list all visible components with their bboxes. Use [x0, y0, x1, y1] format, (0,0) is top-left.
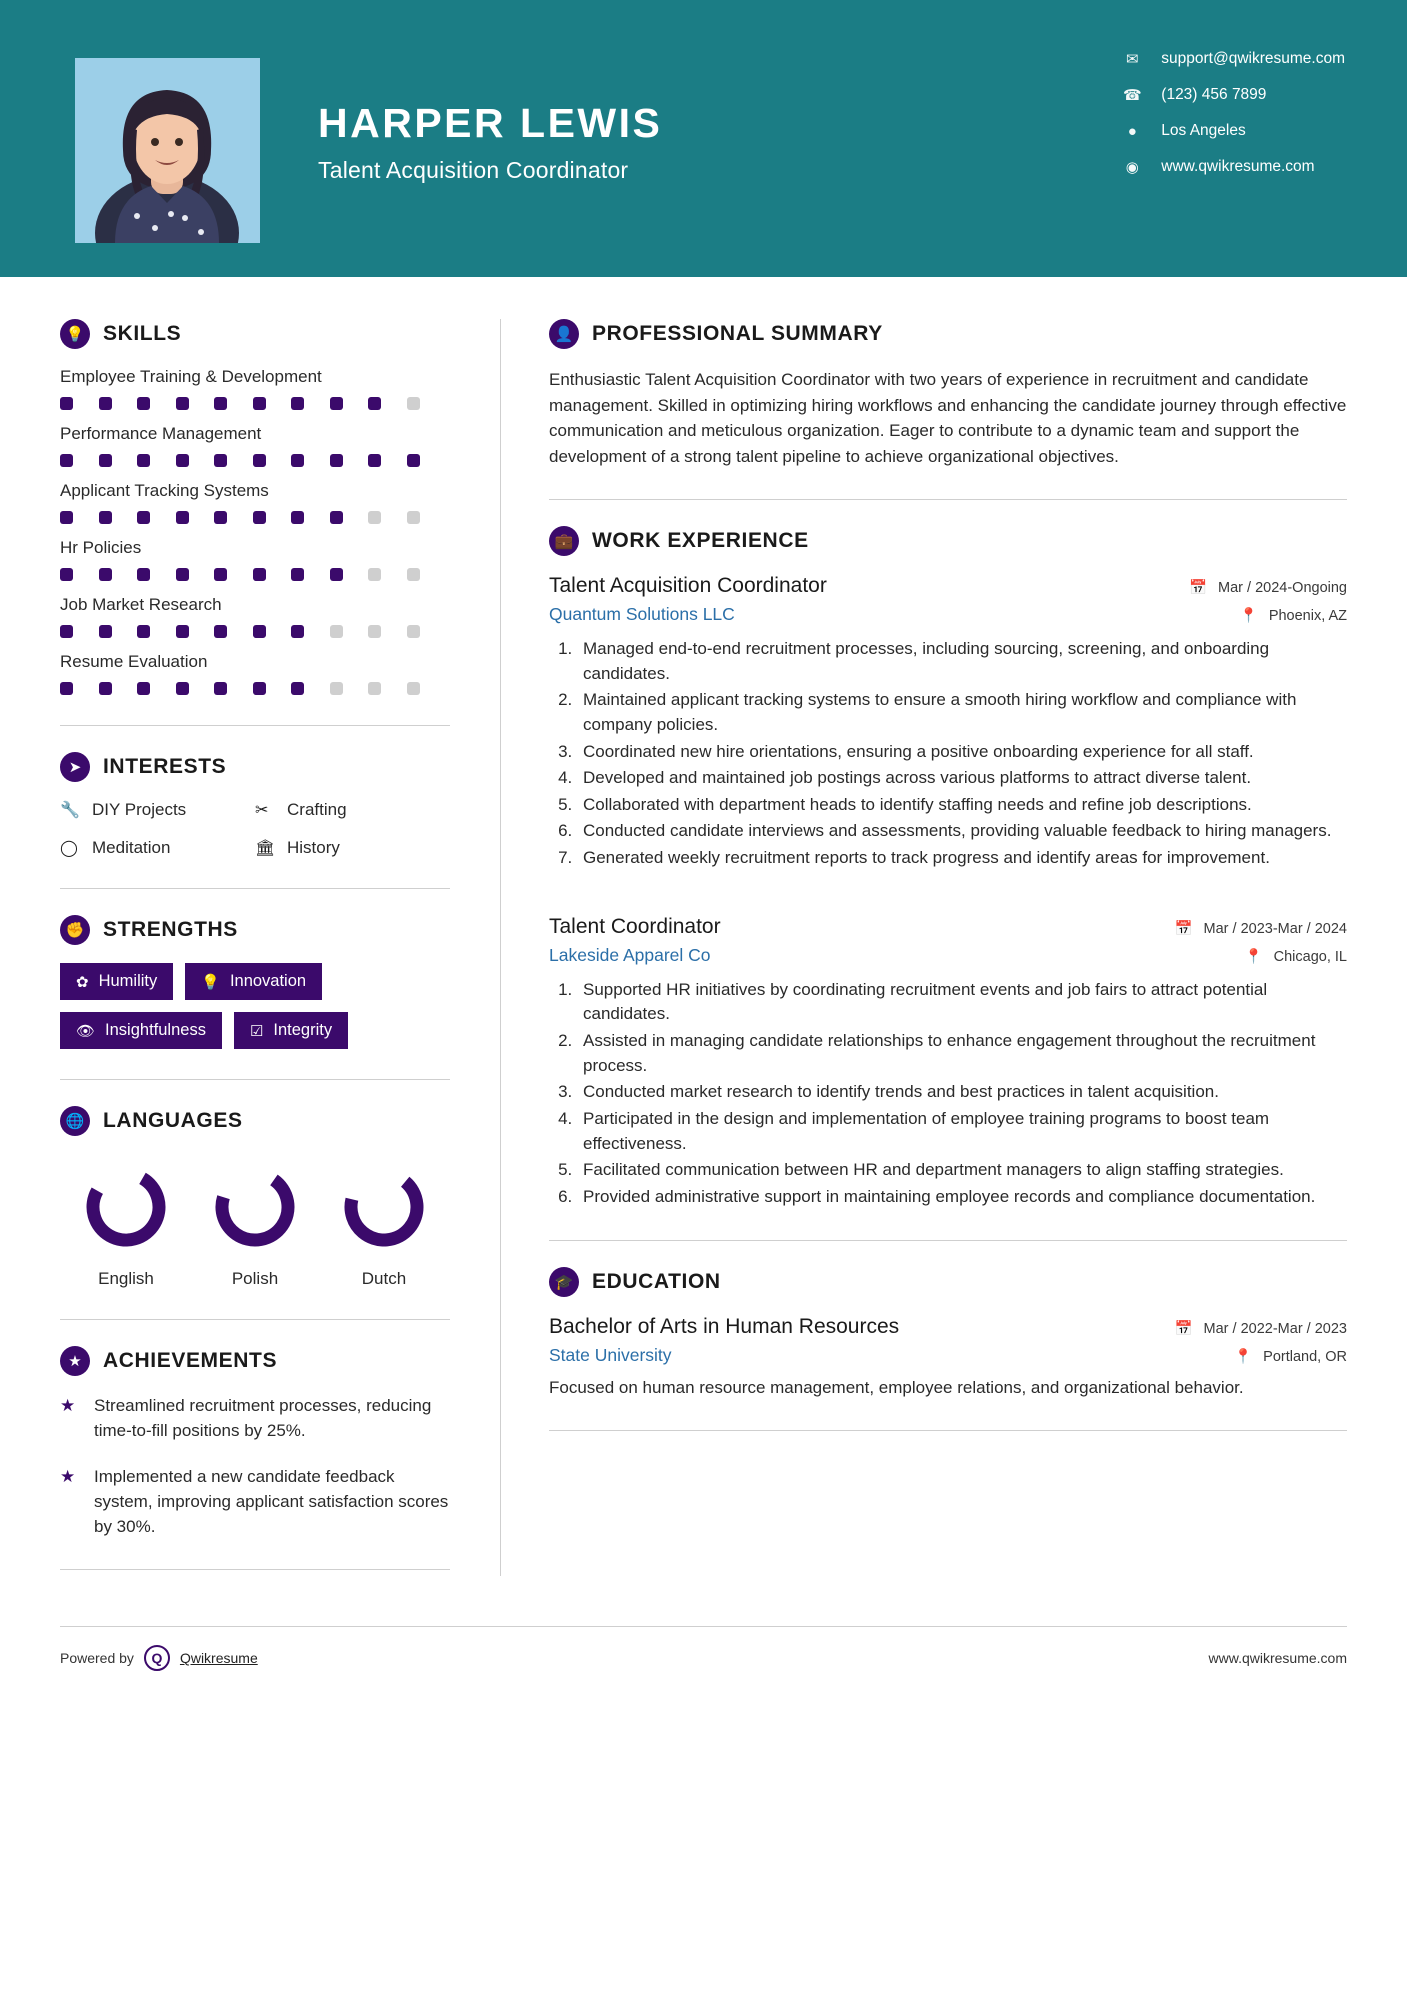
summary-title: PROFESSIONAL SUMMARY — [592, 322, 883, 345]
briefcase-icon: 💼 — [549, 526, 579, 556]
strength-chip — [60, 963, 173, 1000]
brand-link[interactable]: Qwikresume — [179, 1650, 258, 1667]
strength-chip — [185, 963, 322, 1000]
strengths-title: STRENGTHS — [103, 918, 238, 941]
strength-chip — [60, 1012, 222, 1049]
person-icon: 👤 — [549, 319, 579, 349]
divider — [60, 1079, 450, 1080]
education-date-text: Mar / 2022-Mar / 2023 — [1203, 1320, 1347, 1337]
divider — [60, 888, 450, 889]
calendar-icon: 📅 — [1188, 580, 1207, 596]
job-bullets — [577, 637, 1347, 871]
job-title: Talent Coordinator — [549, 914, 721, 938]
right-column — [501, 277, 1347, 1596]
eye-icon: 👁 — [76, 1022, 96, 1040]
languages-title: LANGUAGES — [103, 1109, 243, 1132]
job-location — [1245, 948, 1347, 965]
interest-label: Meditation — [92, 838, 171, 857]
interests-list — [60, 800, 450, 858]
skill-rating — [60, 397, 450, 410]
language-label: English — [98, 1269, 154, 1288]
interest-item — [255, 800, 450, 820]
job-bullet: 3. Conducted market research to identify trends and best practices in talent acquisition. — [577, 1080, 1347, 1105]
globe-icon: ◉ — [1125, 159, 1139, 176]
strength-label: Insightfulness — [105, 1021, 206, 1039]
achievement-text: Streamlined recruitment processes, reducing time-to-fill positions by 25%. — [94, 1396, 432, 1440]
candidate-name: HARPER LEWIS — [318, 100, 663, 146]
language-gauge — [339, 1162, 429, 1252]
contact-phone[interactable] — [1119, 86, 1345, 104]
summary-text: Enthusiastic Talent Acquisition Coordinator with two years of experience in recruitment and candidate management. Skilled in optimizing hiring workflows and enhancing the candidate journey through effective communication and meticulous organization. Eager to contribute to a dynamic team and support the development of a strong talent pipeline to achieve organizational objectives. — [549, 370, 1347, 466]
star-badge-icon: ★ — [60, 1346, 90, 1376]
contact-location-text: Los Angeles — [1161, 122, 1246, 139]
education-section-header — [549, 1267, 1347, 1297]
job-location-text: Chicago, IL — [1273, 948, 1347, 965]
job-date — [1189, 579, 1347, 596]
mail-icon: ✉ — [1125, 51, 1139, 68]
avatar-illustration — [75, 58, 260, 243]
achievement-text: Implemented a new candidate feedback system, improving applicant satisfaction scores by 30%. — [94, 1467, 449, 1536]
divider — [60, 1569, 450, 1570]
candidate-role: Talent Acquisition Coordinator — [318, 157, 629, 183]
avatar — [75, 58, 260, 243]
experience-item — [549, 574, 1347, 871]
language-item — [324, 1162, 444, 1289]
job-bullet: 6. Conducted candidate interviews and assessments, providing valuable feedback to hiring managers. — [577, 819, 1347, 844]
job-bullets — [577, 978, 1347, 1210]
bulb-icon: 💡 — [201, 973, 220, 991]
divider — [549, 499, 1347, 500]
skill-rating — [60, 625, 450, 638]
strength-label: Innovation — [229, 972, 307, 990]
contact-phone-text: (123) 456 7899 — [1161, 86, 1267, 103]
divider — [60, 1319, 450, 1320]
job-date-text: Mar / 2024-Ongoing — [1218, 580, 1347, 596]
interest-label: DIY Projects — [92, 800, 187, 819]
strengths-list — [60, 963, 450, 1049]
job-bullet: 2. Maintained applicant tracking systems to ensure a smooth hiring workflow and compliance with company policies. — [577, 688, 1347, 737]
skills-section-header — [60, 319, 450, 349]
job-date-text: Mar / 2023-Mar / 2024 — [1203, 920, 1347, 937]
leaf-icon: ✿ — [76, 973, 89, 991]
name-block — [318, 100, 662, 184]
calendar-icon: 📅 — [1174, 920, 1193, 937]
check-square-icon: ☑ — [249, 1022, 264, 1040]
fist-icon: ✊ — [60, 915, 90, 945]
languages-section-header — [60, 1106, 450, 1136]
resume-body — [0, 277, 1407, 1596]
bank-icon: 🏛 — [255, 840, 276, 857]
job-bullet: 6. Provided administrative support in maintaining employee records and compliance documentation. — [577, 1185, 1347, 1210]
education-location-text: Portland, OR — [1263, 1348, 1347, 1365]
contact-location — [1119, 122, 1345, 140]
qwikresume-logo-icon: Q — [144, 1645, 170, 1671]
degree-title: Bachelor of Arts in Human Resources — [549, 1314, 900, 1338]
powered-by — [60, 1645, 258, 1671]
location-icon: ● — [1127, 122, 1137, 140]
experience-item — [549, 915, 1347, 1210]
strength-label: Integrity — [273, 1021, 333, 1039]
calendar-icon: 📅 — [1174, 1320, 1193, 1337]
language-gauge — [81, 1162, 171, 1252]
job-location — [1240, 607, 1347, 624]
divider — [549, 1240, 1347, 1241]
experience-section-header — [549, 526, 1347, 556]
skill-label: Performance Management — [60, 424, 262, 443]
school-name[interactable]: State University — [549, 1344, 672, 1365]
achievements-title: ACHIEVEMENTS — [103, 1349, 278, 1372]
skills-list — [60, 367, 450, 695]
skill-rating — [60, 511, 450, 524]
scissors-icon: ✂ — [255, 802, 269, 819]
graduation-icon: 🎓 — [549, 1267, 579, 1297]
wrench-icon: 🔧 — [60, 802, 80, 819]
powered-by-label: Powered by — [60, 1650, 134, 1667]
footer-website[interactable]: www.qwikresume.com — [1208, 1650, 1347, 1667]
contact-email-text: support@qwikresume.com — [1161, 50, 1345, 67]
job-bullet: 5. Facilitated communication between HR and department managers to align staffing strategies. — [577, 1158, 1347, 1183]
contact-website-text: www.qwikresume.com — [1161, 158, 1315, 175]
languages-list — [60, 1154, 450, 1289]
skill-rating — [60, 568, 450, 581]
page-footer — [60, 1626, 1347, 1671]
location-pin-icon: 📍 — [1239, 608, 1258, 624]
job-bullet: 1. Managed end-to-end recruitment processes, including sourcing, screening, and onboarding candidates. — [577, 637, 1347, 686]
skill-rating — [60, 454, 450, 467]
divider — [60, 725, 450, 726]
achievement-item — [60, 1394, 450, 1443]
achievement-item — [60, 1465, 450, 1539]
language-item — [195, 1162, 315, 1289]
job-bullet: 2. Assisted in managing candidate relationships to enhance engagement throughout the recruitment process. — [577, 1029, 1347, 1078]
location-pin-icon: 📍 — [1244, 948, 1263, 965]
strengths-section-header — [60, 915, 450, 945]
education-date — [1174, 1320, 1347, 1337]
achievements-list — [60, 1394, 450, 1539]
contact-email[interactable] — [1119, 50, 1345, 68]
language-item — [66, 1162, 186, 1289]
lightbulb-icon: 💡 — [60, 319, 90, 349]
job-bullet: 7. Generated weekly recruitment reports to track progress and identify areas for improvement. — [577, 846, 1347, 871]
job-date — [1174, 920, 1347, 937]
job-company[interactable]: Lakeside Apparel Co — [549, 944, 711, 965]
language-label: Polish — [231, 1269, 279, 1288]
interest-item — [60, 838, 255, 858]
language-label: Dutch — [361, 1269, 407, 1288]
language-gauge — [210, 1162, 300, 1252]
paper-plane-icon: ➤ — [60, 752, 90, 782]
left-column — [60, 277, 500, 1596]
skills-title: SKILLS — [103, 322, 182, 345]
interest-label: History — [287, 838, 340, 857]
job-bullet: 3. Coordinated new hire orientations, ensuring a positive onboarding experience for all staff. — [577, 740, 1347, 765]
skill-label: Resume Evaluation — [60, 652, 208, 671]
job-bullet: 4. Participated in the design and implementation of employee training programs to boost team effectiveness. — [577, 1107, 1347, 1156]
skill-label: Employee Training & Development — [60, 367, 322, 386]
contact-list — [1119, 50, 1345, 194]
summary-section-header — [549, 319, 1347, 349]
award-star-icon: ★ — [60, 1396, 76, 1415]
interest-item — [60, 800, 255, 820]
education-item — [549, 1315, 1347, 1401]
interest-label: Crafting — [287, 800, 347, 819]
strength-chip — [234, 1012, 348, 1049]
circle-icon: ◯ — [60, 840, 78, 857]
experience-title: WORK EXPERIENCE — [592, 529, 809, 552]
resume-header — [0, 0, 1407, 277]
job-bullet: 5. Collaborated with department heads to identify staffing needs and refine job descriptions. — [577, 793, 1347, 818]
job-company[interactable]: Quantum Solutions LLC — [549, 604, 735, 624]
skill-label: Applicant Tracking Systems — [60, 481, 269, 500]
award-star-icon: ★ — [60, 1467, 76, 1487]
achievements-section-header — [60, 1346, 450, 1376]
contact-website[interactable] — [1119, 158, 1345, 176]
education-description: Focused on human resource management, employee relations, and organizational behavior. — [549, 1377, 1244, 1397]
education-location — [1234, 1348, 1347, 1365]
location-pin-icon: 📍 — [1234, 1348, 1253, 1365]
strength-label: Humility — [98, 972, 158, 990]
education-title: EDUCATION — [592, 1269, 721, 1293]
job-title: Talent Acquisition Coordinator — [549, 574, 827, 597]
phone-icon: ☎ — [1122, 87, 1142, 104]
skill-label: Job Market Research — [60, 595, 222, 614]
interest-item — [255, 838, 450, 858]
job-bullet: 1. Supported HR initiatives by coordinating recruitment events and job fairs to attract potential candidates. — [577, 978, 1347, 1027]
interests-section-header — [60, 752, 450, 782]
skill-rating — [60, 682, 450, 695]
language-icon: 🌐 — [60, 1106, 90, 1136]
job-location-text: Phoenix, AZ — [1268, 608, 1347, 624]
interests-title: INTERESTS — [103, 755, 227, 778]
job-bullet: 4. Developed and maintained job postings across various platforms to attract diverse talent. — [577, 766, 1347, 791]
skill-label: Hr Policies — [60, 538, 142, 557]
divider — [549, 1430, 1347, 1431]
